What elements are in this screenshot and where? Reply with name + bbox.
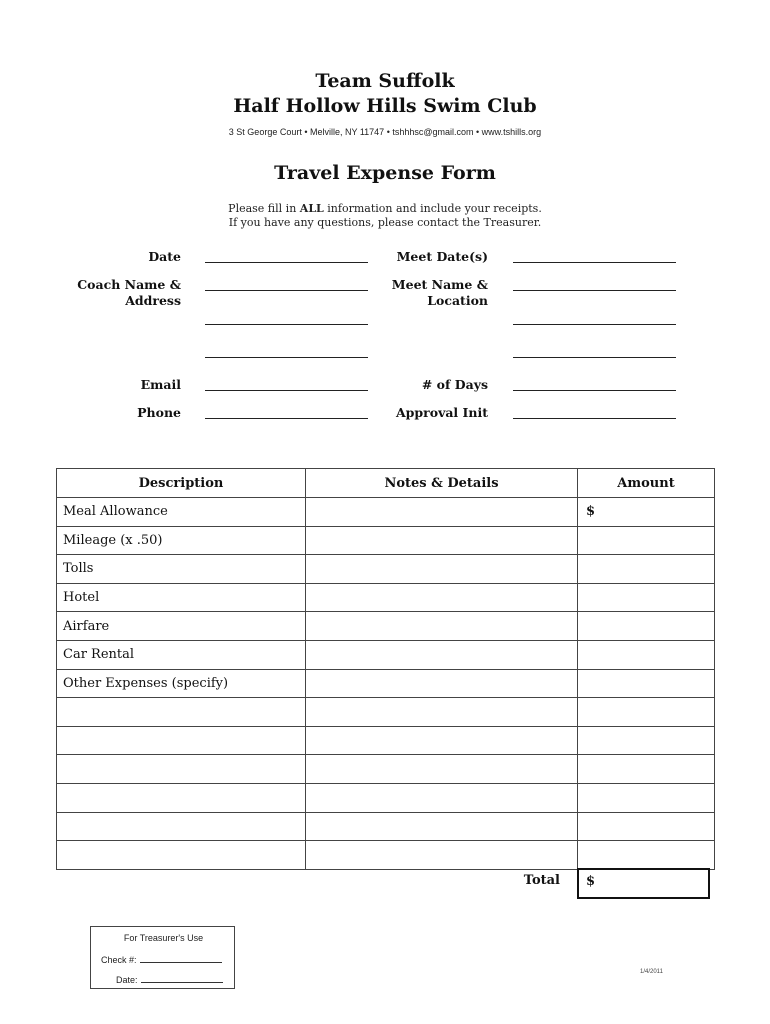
description-cell: Mileage (x .50) [57, 526, 306, 555]
notes-cell[interactable] [306, 726, 578, 755]
club-title-line2: Half Hollow Hills Swim Club [233, 95, 537, 117]
table-row [57, 698, 715, 727]
notes-cell[interactable] [306, 555, 578, 584]
meet-name-label: Meet Name & [391, 277, 488, 292]
description-cell: Meal Allowance [57, 498, 306, 527]
email-label: Email [140, 377, 181, 392]
table-row [57, 583, 715, 612]
total-label: Total [523, 873, 560, 888]
description-cell: Hotel [57, 583, 306, 612]
total-amount-box[interactable]: $ [577, 868, 710, 899]
instruction-line1 [0, 202, 770, 215]
treasurer-use-box [90, 926, 235, 989]
notes-cell[interactable] [306, 583, 578, 612]
meet-location-input-line-1[interactable] [513, 324, 676, 325]
approval-input-line[interactable] [513, 418, 676, 419]
amount-cell[interactable] [578, 812, 715, 841]
num-days-label: # of Days [421, 377, 488, 392]
description-cell: Other Expenses (specify) [57, 669, 306, 698]
amount-cell[interactable] [578, 555, 715, 584]
check-number-input-line[interactable] [140, 954, 222, 963]
column-header-notes: Notes & Details [306, 469, 578, 498]
amount-cell[interactable] [578, 526, 715, 555]
amount-cell[interactable] [578, 640, 715, 669]
treasurer-date-input-line[interactable] [141, 974, 223, 983]
table-row [57, 526, 715, 555]
notes-cell[interactable] [306, 526, 578, 555]
description-cell[interactable] [57, 783, 306, 812]
notes-cell[interactable] [306, 841, 578, 870]
coach-name-input-line[interactable] [205, 290, 368, 291]
amount-cell[interactable] [578, 726, 715, 755]
notes-cell[interactable] [306, 812, 578, 841]
table-row [57, 640, 715, 669]
amount-cell[interactable] [578, 783, 715, 812]
notes-cell[interactable] [306, 612, 578, 641]
table-row [57, 755, 715, 784]
notes-cell[interactable] [306, 783, 578, 812]
description-cell: Airfare [57, 612, 306, 641]
check-number-label: Check #: [101, 955, 137, 965]
notes-cell[interactable] [306, 755, 578, 784]
description-cell: Car Rental [57, 640, 306, 669]
table-row [57, 669, 715, 698]
description-cell[interactable] [57, 726, 306, 755]
phone-label: Phone [137, 405, 181, 420]
table-row [57, 555, 715, 584]
instruction-line2: If you have any questions, please contact the Treasurer. [228, 216, 542, 229]
table-header-row [57, 469, 715, 498]
table-row [57, 812, 715, 841]
amount-cell[interactable] [578, 669, 715, 698]
date-input-line[interactable] [205, 262, 368, 263]
instruction-post: information and include your receipts. [323, 202, 542, 215]
coach-address-input-line-2[interactable] [205, 357, 368, 358]
meet-location-input-line-2[interactable] [513, 357, 676, 358]
num-days-input-line[interactable] [513, 390, 676, 391]
meet-dates-label: Meet Date(s) [396, 249, 488, 264]
meet-dates-input-line[interactable] [513, 262, 676, 263]
notes-cell[interactable] [306, 640, 578, 669]
amount-cell[interactable] [578, 612, 715, 641]
club-title-line1: Team Suffolk [315, 70, 455, 92]
column-header-description: Description [57, 469, 306, 498]
amount-cell[interactable] [578, 841, 715, 870]
description-cell: Tolls [57, 555, 306, 584]
instruction-pre: Please fill in [228, 202, 300, 215]
meet-location-label: Location [427, 293, 488, 308]
meet-name-input-line[interactable] [513, 290, 676, 291]
column-header-amount: Amount [578, 469, 715, 498]
table-row [57, 498, 715, 527]
check-number-row [101, 954, 222, 965]
table-row [57, 841, 715, 870]
table-row [57, 726, 715, 755]
table-row [57, 612, 715, 641]
form-title: Travel Expense Form [274, 162, 496, 184]
approval-label: Approval Init [395, 405, 488, 420]
coach-address-label: Address [125, 293, 181, 308]
amount-cell[interactable] [578, 583, 715, 612]
notes-cell[interactable] [306, 669, 578, 698]
expense-table [56, 468, 715, 870]
email-input-line[interactable] [205, 390, 368, 391]
club-address: 3 St George Court • Melville, NY 11747 • tshhhsc@gmail.com • www.tshills.org [228, 127, 542, 137]
description-cell[interactable] [57, 812, 306, 841]
treasurer-box-title: For Treasurer's Use [123, 933, 204, 943]
amount-cell[interactable]: $ [578, 498, 715, 527]
treasurer-date-row [116, 974, 223, 985]
date-label: Date [148, 249, 181, 264]
description-cell[interactable] [57, 698, 306, 727]
treasurer-date-label: Date: [116, 975, 138, 985]
table-row [57, 783, 715, 812]
coach-address-input-line-1[interactable] [205, 324, 368, 325]
instruction-bold: ALL [299, 202, 324, 215]
revision-date: 1/4/2011 [640, 969, 663, 975]
phone-input-line[interactable] [205, 418, 368, 419]
notes-cell[interactable] [306, 498, 578, 527]
notes-cell[interactable] [306, 698, 578, 727]
amount-cell[interactable] [578, 755, 715, 784]
description-cell[interactable] [57, 755, 306, 784]
coach-name-label: Coach Name & [77, 277, 181, 292]
description-cell[interactable] [57, 841, 306, 870]
amount-cell[interactable] [578, 698, 715, 727]
